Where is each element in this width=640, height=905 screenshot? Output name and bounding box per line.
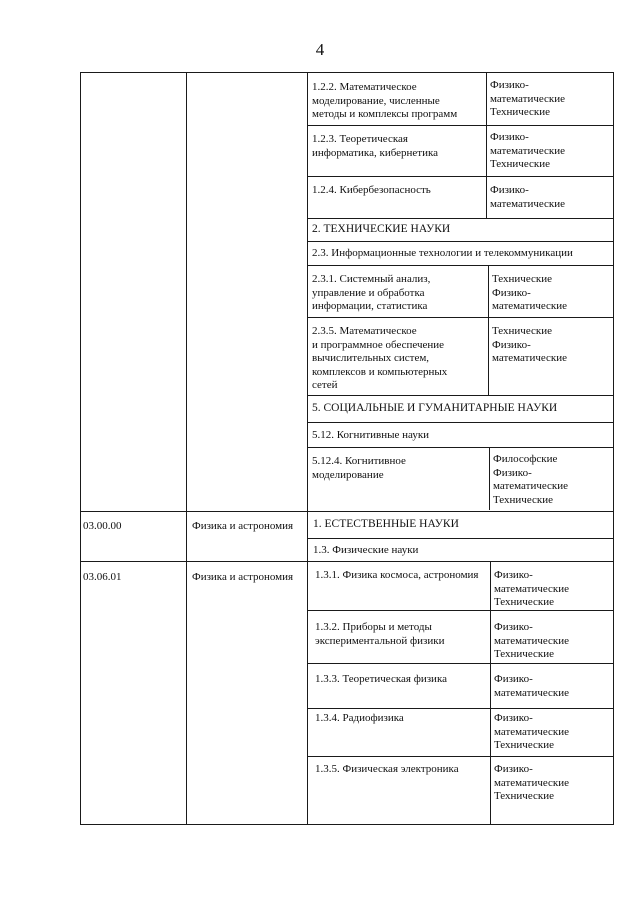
science-fields: Физико- математические Технические (490, 79, 566, 118)
row-divider (307, 756, 613, 757)
program-code: 03.06.01 (83, 571, 122, 583)
subject-title: 2.3.1. Системный анализ, управление и обработка информации, статистика (312, 273, 431, 312)
program-name: Физика и астрономия (192, 571, 294, 583)
row-divider (307, 663, 613, 664)
science-fields: Физико- математические Технические (494, 763, 570, 802)
subject-title: 1.2.4. Кибербезопасность (312, 184, 431, 196)
science-fields: Физико- математические Технические (494, 569, 570, 608)
table-border-left (80, 72, 81, 825)
science-fields: Физико- математические (494, 673, 570, 699)
row-divider (307, 241, 613, 242)
section-heading: 1. ЕСТЕСТВЕННЫЕ НАУКИ (313, 518, 459, 530)
row-divider (307, 317, 613, 318)
subject-title: 1.3.1. Физика космоса, астрономия (315, 569, 479, 581)
science-fields: Физико- математические (490, 184, 566, 210)
table-border-right (613, 72, 614, 825)
subsection-heading: 2.3. Информационные технологии и телекоммуникации (312, 247, 573, 259)
row-divider (307, 176, 613, 177)
science-fields: Технические Физико- математические (492, 325, 568, 364)
science-fields: Физико- математические Технические (494, 621, 570, 660)
row-divider (307, 265, 613, 266)
program-name: Физика и астрономия (192, 520, 294, 532)
subject-title: 2.3.5. Математическое и программное обеспечение вычислительных систем, комплексов и компьютерных сетей (312, 325, 448, 391)
subject-title: 1.3.3. Теоретическая физика (315, 673, 448, 685)
section-heading: 5. СОЦИАЛЬНЫЕ И ГУМАНИТАРНЫЕ НАУКИ (312, 402, 558, 414)
science-fields: Физико- математические Технические (490, 131, 566, 170)
table-border-bottom (80, 824, 614, 825)
science-fields: Физико- математические Технические (494, 712, 570, 751)
page-number: 4 (315, 40, 325, 59)
column-divider-3a (486, 72, 487, 219)
row-divider (307, 538, 613, 539)
row-divider (307, 218, 613, 219)
subject-title: 1.2.3. Теоретическая информатика, кибернетика (312, 133, 439, 159)
science-fields: Философские Физико- математические Технические (493, 453, 569, 506)
table-border-top (80, 72, 613, 73)
row-divider (307, 610, 613, 611)
column-divider-3b (488, 266, 489, 395)
section-heading: 2. ТЕХНИЧЕСКИЕ НАУКИ (312, 223, 451, 235)
row-divider (307, 422, 613, 423)
row-divider (307, 125, 613, 126)
column-divider-3d (490, 562, 491, 824)
row-divider-full (80, 511, 613, 512)
row-divider (307, 395, 613, 396)
column-divider-3c (489, 448, 490, 510)
subject-title: 5.12.4. Когнитивное моделирование (312, 455, 406, 481)
science-fields: Технические Физико- математические (492, 273, 568, 312)
subject-title: 1.2.2. Математическое моделирование, численные методы и комплексы программ (312, 81, 458, 120)
subject-title: 1.3.4. Радиофизика (315, 712, 404, 724)
subsection-heading: 5.12. Когнитивные науки (312, 429, 430, 441)
column-divider-1 (186, 72, 187, 825)
program-code: 03.00.00 (83, 520, 122, 532)
subsection-heading: 1.3. Физические науки (313, 544, 419, 556)
subject-title: 1.3.5. Физическая электроника (315, 763, 459, 775)
column-divider-2 (307, 72, 308, 825)
row-divider-full (80, 561, 613, 562)
row-divider (307, 447, 613, 448)
subject-title: 1.3.2. Приборы и методы экспериментальной физики (315, 621, 445, 647)
row-divider (307, 708, 613, 709)
